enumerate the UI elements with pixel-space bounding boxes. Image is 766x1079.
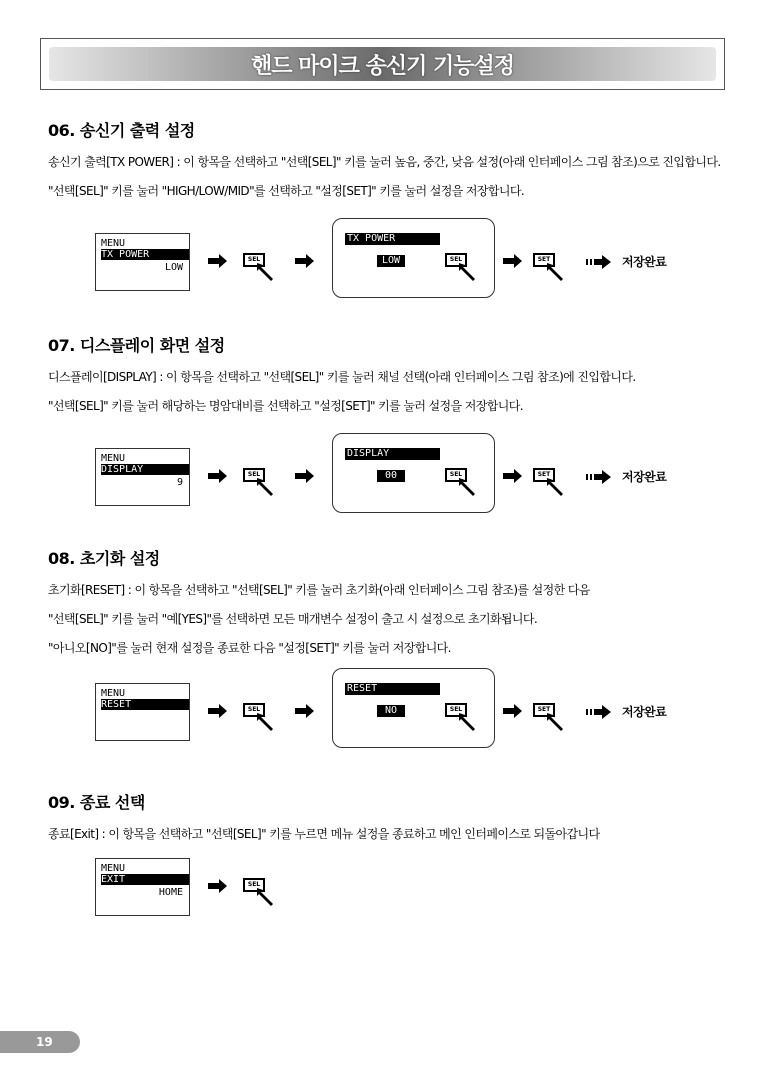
lcd-setting-title: TX POWER (345, 233, 440, 245)
section-exit (48, 790, 728, 854)
section-text: "아니오[NO]"를 눌러 현재 설정을 종료한 다음 "설정[SET]" 키를 눌러 저장합니다. (48, 641, 451, 655)
lcd-setting-value: NO (377, 705, 405, 717)
pointing-hand-icon (255, 711, 277, 733)
pointing-hand-icon (545, 711, 567, 733)
striped-arrow-icon (586, 469, 612, 483)
section-text: 디스플레이[DISPLAY] : 이 항목을 선택하고 "선택[SEL]" 키를 눌러 채널 선택(아래 인터페이스 그림 참조)에 진입합니다. (48, 370, 636, 384)
lcd-line-3: 9 (176, 477, 183, 488)
right-arrow-icon (295, 468, 315, 484)
page-number: 19 (0, 1031, 80, 1053)
right-arrow-icon (295, 703, 315, 719)
section-text: 초기화[RESET] : 이 항목을 선택하고 "선택[SEL]" 키를 눌러 초기화(아래 인터페이스 그림 참조)를 설정한 다음 (48, 583, 590, 597)
lcd-setting-screen (345, 233, 440, 273)
lcd-setting-screen (345, 448, 440, 488)
pointing-hand-icon (457, 711, 479, 733)
sel-button[interactable]: SEL (243, 703, 265, 717)
section-display (48, 333, 728, 426)
set-button[interactable]: SET (533, 703, 555, 717)
right-arrow-icon (295, 253, 315, 269)
lcd-line-2: TX POWER (101, 249, 189, 260)
lcd-setting-group (332, 433, 495, 513)
section-title: 08. 초기화 설정 (48, 549, 160, 568)
section-tx-power (48, 118, 728, 211)
lcd-setting-group (332, 218, 495, 298)
lcd-line-2: DISPLAY (101, 464, 189, 475)
lcd-setting-value: LOW (377, 255, 405, 267)
right-arrow-icon (503, 468, 523, 484)
section-text: "선택[SEL]" 키를 눌러 "예[YES]"를 선택하면 모든 매개변수 설정이 출고 시 설정으로 초기화됩니다. (48, 612, 538, 626)
striped-arrow-icon (586, 704, 612, 718)
sel-button[interactable]: SEL (243, 878, 265, 892)
save-complete-label: 저장완료 (622, 255, 667, 269)
striped-arrow-icon (586, 254, 612, 268)
lcd-setting-screen (345, 683, 440, 723)
pointing-hand-icon (255, 261, 277, 283)
header-frame (40, 38, 725, 90)
sel-button[interactable]: SEL (445, 468, 467, 482)
section-title: 07. 디스플레이 화면 설정 (48, 336, 225, 355)
right-arrow-icon (503, 253, 523, 269)
section-title: 06. 송신기 출력 설정 (48, 121, 195, 140)
lcd-setting-value: 00 (377, 470, 405, 482)
lcd-menu-screen (95, 858, 190, 916)
lcd-line-1: MENU (101, 453, 126, 464)
sel-button[interactable]: SEL (243, 253, 265, 267)
section-title: 09. 종료 선택 (48, 793, 145, 812)
right-arrow-icon (208, 468, 228, 484)
section-text: "선택[SEL]" 키를 눌러 해당하는 명암대비를 선택하고 "설정[SET]" 키를 눌러 설정을 저장합니다. (48, 399, 523, 413)
pointing-hand-icon (457, 261, 479, 283)
lcd-line-2: EXIT (101, 874, 189, 885)
lcd-menu-screen (95, 683, 190, 741)
lcd-menu-screen (95, 448, 190, 506)
header-bar (49, 47, 716, 81)
lcd-setting-group (332, 668, 495, 748)
pointing-hand-icon (545, 476, 567, 498)
set-button[interactable]: SET (533, 253, 555, 267)
right-arrow-icon (208, 878, 228, 894)
pointing-hand-icon (255, 886, 277, 908)
section-text: 종료[Exit] : 이 항목을 선택하고 "선택[SEL]" 키를 누르면 메뉴 설정을 종료하고 메인 인터페이스로 되돌아갑니다 (48, 827, 600, 841)
save-complete-label: 저장완료 (622, 470, 667, 484)
save-complete-label: 저장완료 (622, 705, 667, 719)
set-button[interactable]: SET (533, 468, 555, 482)
lcd-line-3: HOME (158, 887, 183, 898)
right-arrow-icon (208, 703, 228, 719)
section-reset (48, 546, 728, 668)
lcd-line-1: MENU (101, 688, 126, 699)
sel-button[interactable]: SEL (445, 703, 467, 717)
pointing-hand-icon (545, 261, 567, 283)
pointing-hand-icon (457, 476, 479, 498)
section-text: "선택[SEL]" 키를 눌러 "HIGH/LOW/MID"를 선택하고 "설정[SET]" 키를 눌러 설정을 저장합니다. (48, 184, 525, 198)
right-arrow-icon (208, 253, 228, 269)
lcd-line-1: MENU (101, 863, 126, 874)
lcd-setting-title: RESET (345, 683, 440, 695)
section-text: 송신기 출력[TX POWER] : 이 항목을 선택하고 "선택[SEL]" 키를 눌러 높음, 중간, 낮음 설정(아래 인터페이스 그림 참조)으로 진입합니다. (48, 155, 721, 169)
lcd-line-1: MENU (101, 238, 126, 249)
lcd-line-3: LOW (164, 262, 183, 273)
pointing-hand-icon (255, 476, 277, 498)
right-arrow-icon (503, 703, 523, 719)
lcd-line-2: RESET (101, 699, 189, 710)
sel-button[interactable]: SEL (243, 468, 265, 482)
sel-button[interactable]: SEL (445, 253, 467, 267)
lcd-menu-screen (95, 233, 190, 291)
lcd-setting-title: DISPLAY (345, 448, 440, 460)
page-title: 핸드 마이크 송신기 기능설정 (250, 53, 514, 79)
